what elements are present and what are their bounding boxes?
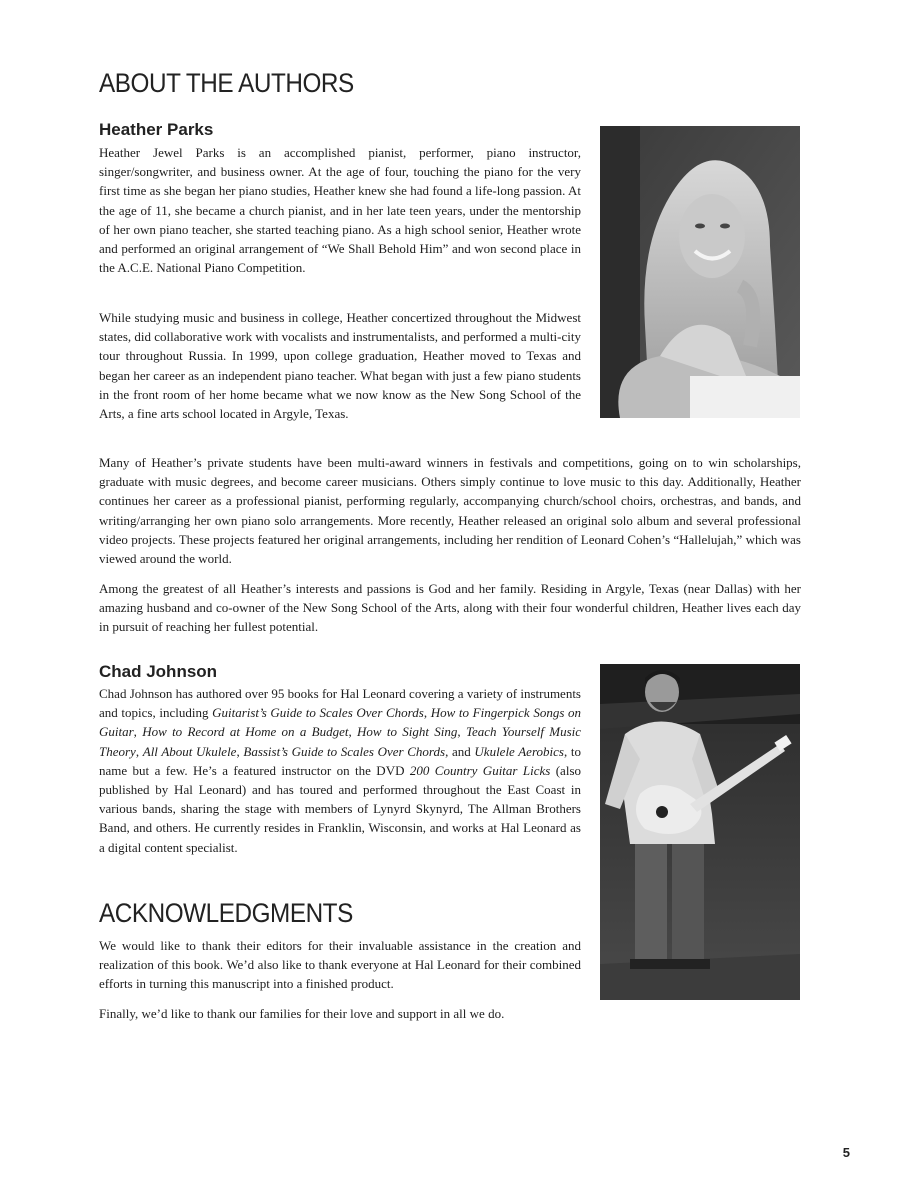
heather-bio-paragraph-2: While studying music and business in college, Heather concertized throughout the Midwest states, did collaborative work with vocalists and instrumentalists, and performed a multi-city tour throughout Russia. In 1999, upon college graduation, Heather moved to Texas and began her career as an independent piano teacher. What began with just a few piano students in the front room of her home became what we now know as the New Song School of the Arts, a fine arts school located in Argyle, Texas. (99, 310, 581, 422)
acknowledgments-heading: ACKNOWLEDGMENTS (99, 898, 353, 928)
heather-bio-paragraph-1: Heather Jewel Parks is an accomplished pianist, performer, piano instructor, singer/songwriter, and business owner. At the age of four, touching the piano for the very first time as she began her piano studies, Heather knew she had found a life-long passion. At the age of 11, she became a church pianist, and in her late teen years, under the mentorship of her own piano teacher, she started teaching piano. As a high school senior, Heather wrote and performed an original arrangement of “We Shall Behold Him” and won second place in the A.C.E. National Piano Competition. (99, 145, 581, 276)
heather-bio-paragraph-4: Among the greatest of all Heather’s interests and passions is God and her family. Residing in Argyle, Texas (near Dallas) with her amazing husband and co-owner of the New Song School of the Arts, along with their four wonderful children, Heather lives each day in pursuit of reaching her fullest potential. (99, 581, 801, 635)
chad-johnson-photo (600, 664, 800, 1000)
heather-parks-name: Heather Parks (99, 120, 214, 139)
heather-parks-photo (600, 126, 800, 418)
chad-bio-paragraph: Chad Johnson has authored over 95 books for Hal Leonard covering a variety of instruments and topics, including Guitarist’s Guide to Scales Over Chords, How to Fingerpick Songs on Guitar, How to Record at Home on a Budget, How to Sight Sing, Teach Yourself Music Theory, All About Ukulele, Bassist’s Guide to Scales Over Chords, and Ukulele Aerobics, to name but a few. He’s a featured instructor on the DVD 200 Country Guitar Licks (also published by Hal Leonard) and has toured and performed throughout the East Coast in various bands, sharing the stage with members of Lynyrd Skynyrd, The Allman Brothers Band, and others. He currently resides in Franklin, Wisconsin, and works at Hal Leonard as a digital content specialist. (99, 686, 582, 855)
acknowledgments-paragraph-2: Finally, we’d like to thank our families for their love and support in all we do. (99, 1006, 505, 1021)
acknowledgments-paragraph-1: We would like to thank their editors for their invaluable assistance in the creation and realization of this book. We’d also like to thank everyone at Hal Leonard for their combined efforts in turning this manuscript into a finished product. (99, 938, 581, 992)
page-number: 5 (842, 1145, 850, 1160)
heather-bio-paragraph-3: Many of Heather’s private students have been multi-award winners in festivals and competitions, going on to win scholarships, graduate with music degrees, and become career musicians. Others simply continue to love music to this day. Additionally, Heather continues her career as a professional pianist, performing regularly, accompanying church/school choirs, orchestras, and bands, and writing/arranging her own piano solo arrangements. More recently, Heather released an original solo album and several professional video projects. These projects featured her original arrangements, including her rendition of Leonard Cohen’s “Hallelujah,” which was viewed around the world. (99, 455, 801, 567)
chad-johnson-name: Chad Johnson (99, 662, 218, 681)
about-authors-heading: ABOUT THE AUTHORS (99, 68, 354, 98)
